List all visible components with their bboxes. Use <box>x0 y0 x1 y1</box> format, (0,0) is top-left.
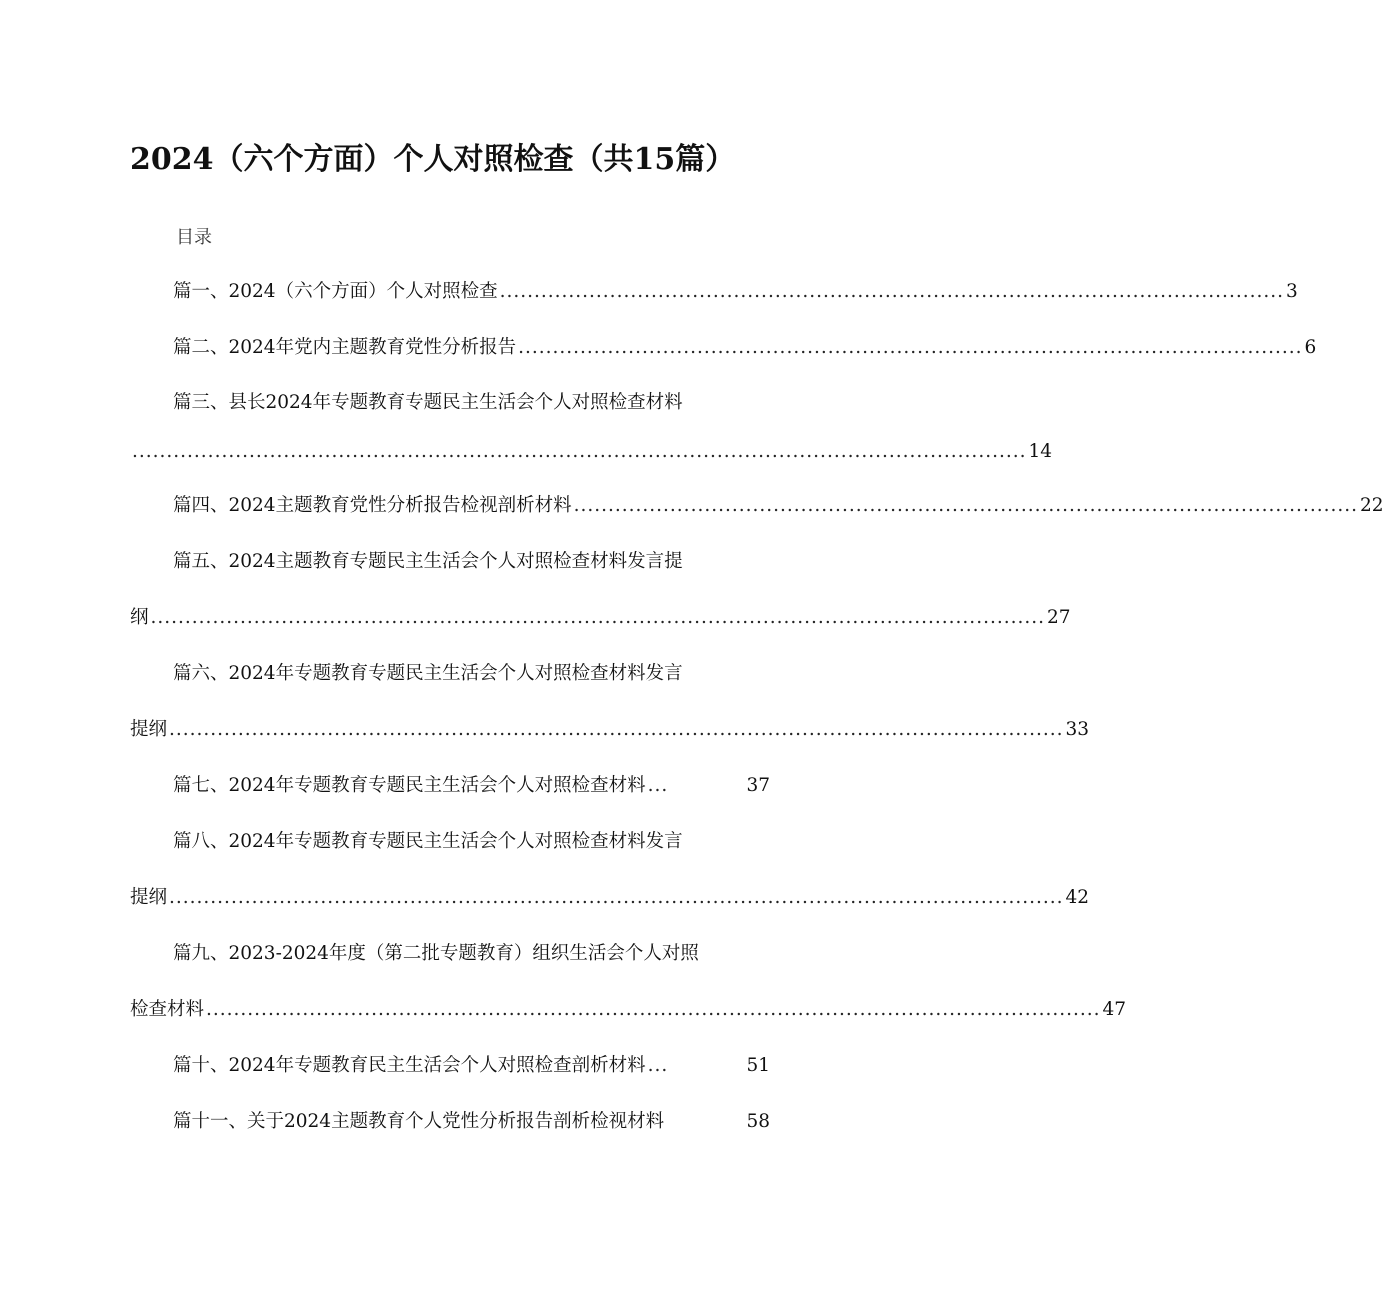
toc-page-number: 3 <box>1285 281 1298 302</box>
toc-entry-9-continuation[interactable] <box>130 995 1127 1025</box>
toc-entry-8[interactable] <box>130 827 770 857</box>
toc-entry-3-continuation[interactable] <box>130 437 1053 467</box>
document-title: 2024（六个方面）个人对照检查（共15篇） <box>130 142 736 177</box>
toc-entry-10[interactable] <box>130 1051 770 1081</box>
toc-leader: ... <box>647 1055 669 1076</box>
toc-entry-title: 篇九、2023-2024年度（第二批专题教育）组织生活会个人对照 <box>173 943 699 964</box>
toc-page-number: 42 <box>1065 887 1090 908</box>
toc-entry-3[interactable] <box>130 388 770 418</box>
toc-leader: .................................................................................................................................. <box>150 607 1045 628</box>
toc-entry-5[interactable] <box>130 547 770 577</box>
toc-entry-title: 篇八、2024年专题教育专题民主生活会个人对照检查材料发言 <box>173 831 683 852</box>
toc-entry-11[interactable] <box>130 1107 770 1137</box>
toc-entry-title-cont: 提纲 <box>130 719 168 740</box>
toc-entry-6[interactable] <box>130 659 770 689</box>
toc-page-number: 6 <box>1304 337 1317 358</box>
toc-entry-6-continuation[interactable] <box>130 715 1090 745</box>
toc-page-number: 37 <box>746 775 770 796</box>
toc-entry-1[interactable] <box>130 277 1298 307</box>
toc-page-number: 47 <box>1102 999 1127 1020</box>
toc-entry-4[interactable] <box>130 491 1384 521</box>
toc-leader: .................................................................................................................................. <box>169 719 1064 740</box>
toc-entry-7[interactable] <box>130 771 770 801</box>
toc-page-number: 51 <box>746 1055 770 1076</box>
toc-page-number: 27 <box>1047 607 1071 628</box>
toc-page-number: 14 <box>1028 441 1053 462</box>
toc-entry-title: 篇三、县长2024年专题教育专题民主生活会个人对照检查材料 <box>173 392 683 413</box>
toc-entry-title: 篇二、2024年党内主题教育党性分析报告 <box>173 337 517 358</box>
toc-leader: .................................................................................................................. <box>573 495 1358 516</box>
toc-leader: ... <box>647 775 669 796</box>
toc-leader: .................................................................................................................. <box>499 281 1284 302</box>
toc-entry-5-continuation[interactable] <box>130 603 1071 633</box>
toc-entry-title: 篇五、2024主题教育专题民主生活会个人对照检查材料发言提 <box>173 551 683 572</box>
toc-heading: 目录 <box>176 227 212 248</box>
toc-entry-title: 篇六、2024年专题教育专题民主生活会个人对照检查材料发言 <box>173 663 683 684</box>
toc-entry-title-cont: 检查材料 <box>130 999 205 1020</box>
toc-leader: .................................................................................................................................. <box>132 441 1027 462</box>
toc-leader: .................................................................................................................................. <box>169 887 1064 908</box>
toc-entry-title: 篇十一、关于2024主题教育个人党性分析报告剖析检视材料 <box>173 1111 665 1132</box>
toc-page-number: 22 <box>1359 495 1384 516</box>
toc-entry-title-cont: 提纲 <box>130 887 168 908</box>
toc-entry-2[interactable] <box>130 333 1317 363</box>
toc-entry-title: 篇十、2024年专题教育民主生活会个人对照检查剖析材料 <box>173 1055 646 1076</box>
toc-page-number: 58 <box>746 1111 770 1132</box>
toc-entry-9[interactable] <box>130 939 770 969</box>
toc-entry-title-cont: 纲 <box>130 607 149 628</box>
toc-leader: .................................................................................................................................. <box>206 999 1101 1020</box>
toc-leader: .................................................................................................................. <box>518 337 1303 358</box>
toc-page-number: 33 <box>1065 719 1090 740</box>
toc-entry-title: 篇一、2024（六个方面）个人对照检查 <box>173 281 498 302</box>
toc-entry-title: 篇七、2024年专题教育专题民主生活会个人对照检查材料 <box>173 775 646 796</box>
toc-entry-8-continuation[interactable] <box>130 883 1090 913</box>
toc-entry-title: 篇四、2024主题教育党性分析报告检视剖析材料 <box>173 495 572 516</box>
